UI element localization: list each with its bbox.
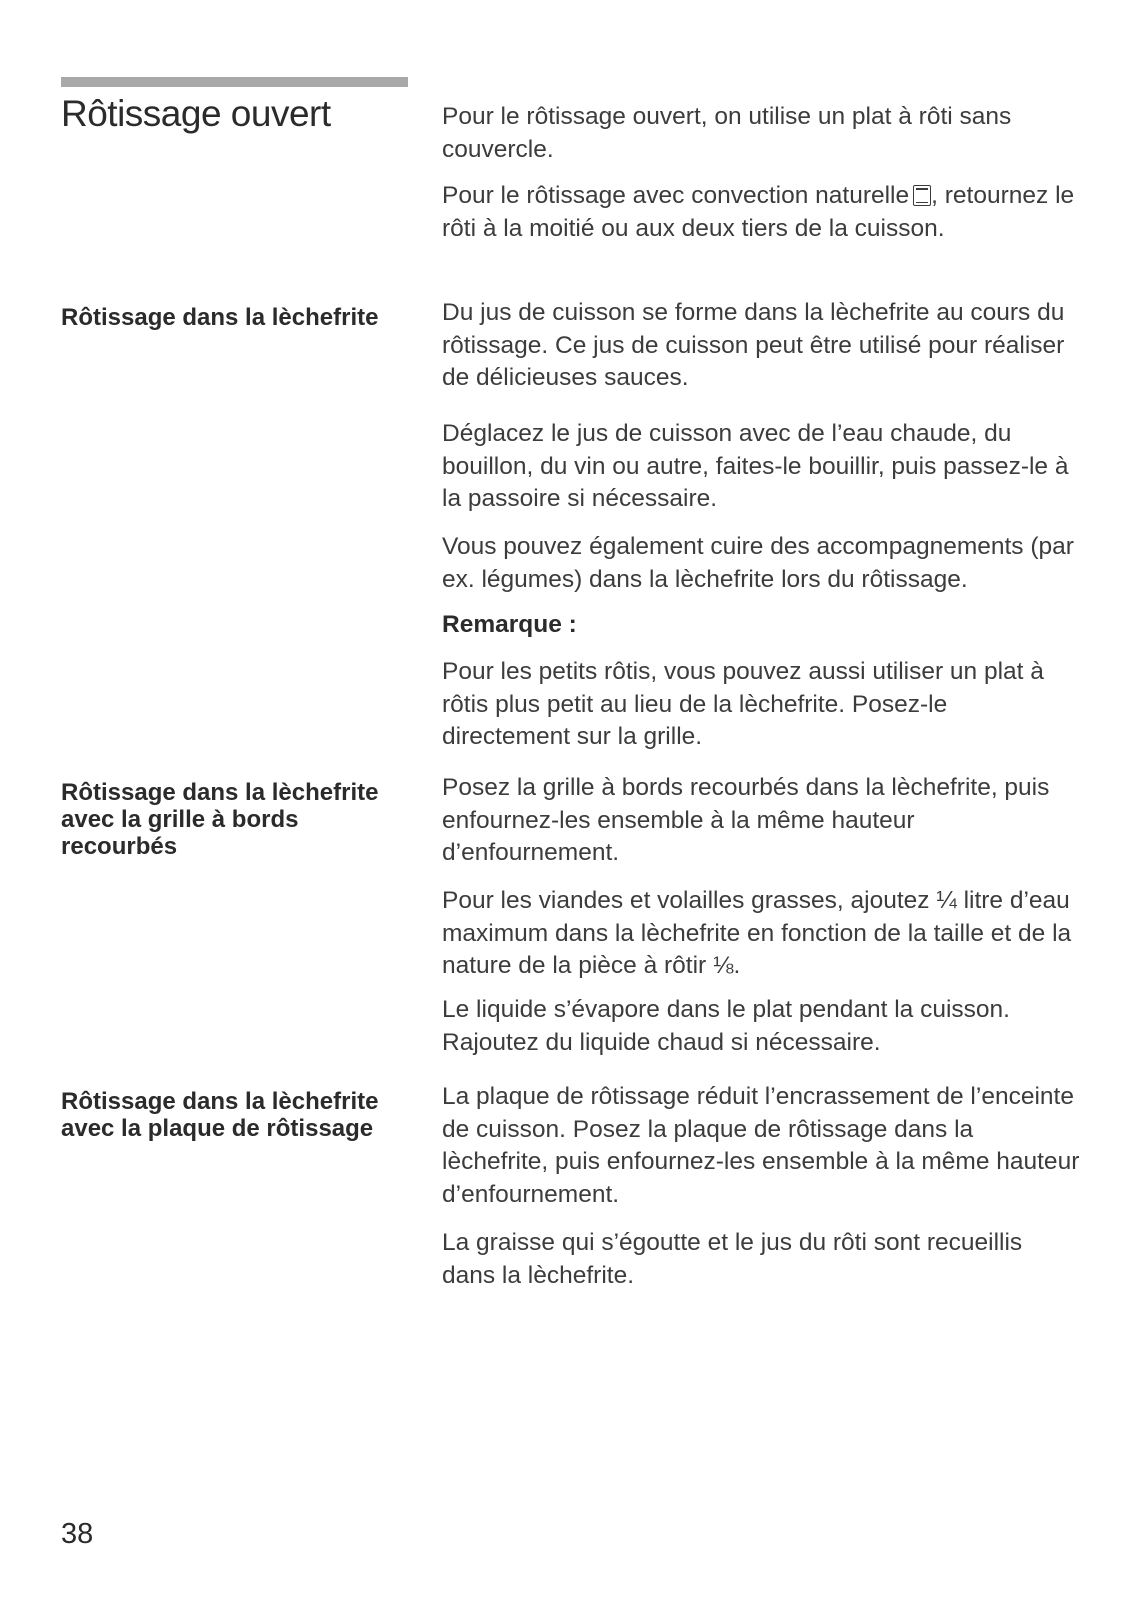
grille-paragraph-2: Pour les viandes et volailles grasses, ajoutez ¼ litre d’eau maximum dans la lèchefrite en fonction de la taille et de la nature de la pièce à rôtir ⅛. <box>442 887 1072 979</box>
plaque-paragraph-1: La plaque de rôtissage réduit l’encrassement de l’enceinte de cuisson. Posez la plaque de rôtissage dans la lèchefrite, puis enfournez-les ensemble à la même hauteur d’enfournement. <box>442 1083 1080 1208</box>
intro-paragraph-2-start: Pour le rôtissage avec convection naturelle <box>442 182 910 209</box>
lechefrite-paragraph-2: Déglacez le jus de cuisson avec de l’eau chaude, du bouillon, du vin ou autre, faites-le bouillir, puis passez-le à la passoire si nécessaire. <box>442 420 1069 512</box>
section-heading-lechefrite: Rôtissage dans la lèchefrite <box>61 304 379 331</box>
intro-paragraph-2-end: , retournez le rôti à la moitié ou aux deux tiers de la cuisson. <box>442 182 1075 242</box>
grille-paragraph-1: Posez la grille à bords recourbés dans la lèchefrite, puis enfournez-les ensemble à la même hauteur d’enfournement. <box>442 774 1050 866</box>
note-label: Remarque : <box>442 611 577 638</box>
section-heading-grille: Rôtissage dans la lèchefrite avec la grille à bords recourbés <box>61 779 379 860</box>
intro-paragraph-1: Pour le rôtissage ouvert, on utilise un plat à rôti sans couvercle. <box>442 103 1012 163</box>
page-title: Rôtissage ouvert <box>61 93 331 134</box>
oven-convection-icon <box>913 185 931 206</box>
plaque-paragraph-2: La graisse qui s’égoutte et le jus du rôti sont recueillis dans la lèchefrite. <box>442 1229 1023 1289</box>
page-number: 38 <box>61 1518 94 1550</box>
note-text: Pour les petits rôtis, vous pouvez aussi utiliser un plat à rôtis plus petit au lieu de la lèchefrite. Posez-le directement sur la grille. <box>442 658 1044 750</box>
section-heading-plaque: Rôtissage dans la lèchefrite avec la plaque de rôtissage <box>61 1088 379 1142</box>
grille-paragraph-3: Le liquide s’évapore dans le plat pendant la cuisson. Rajoutez du liquide chaud si nécessaire. <box>442 996 1010 1056</box>
intro-paragraph-2 <box>442 180 1082 245</box>
lechefrite-paragraph-1: Du jus de cuisson se forme dans la lèchefrite au cours du rôtissage. Ce jus de cuisson peut être utilisé pour réaliser de délicieuses sauces. <box>442 299 1065 391</box>
header-rule <box>61 77 408 87</box>
lechefrite-paragraph-3: Vous pouvez également cuire des accompagnements (par ex. légumes) dans la lèchefrite lors du rôtissage. <box>442 533 1074 593</box>
